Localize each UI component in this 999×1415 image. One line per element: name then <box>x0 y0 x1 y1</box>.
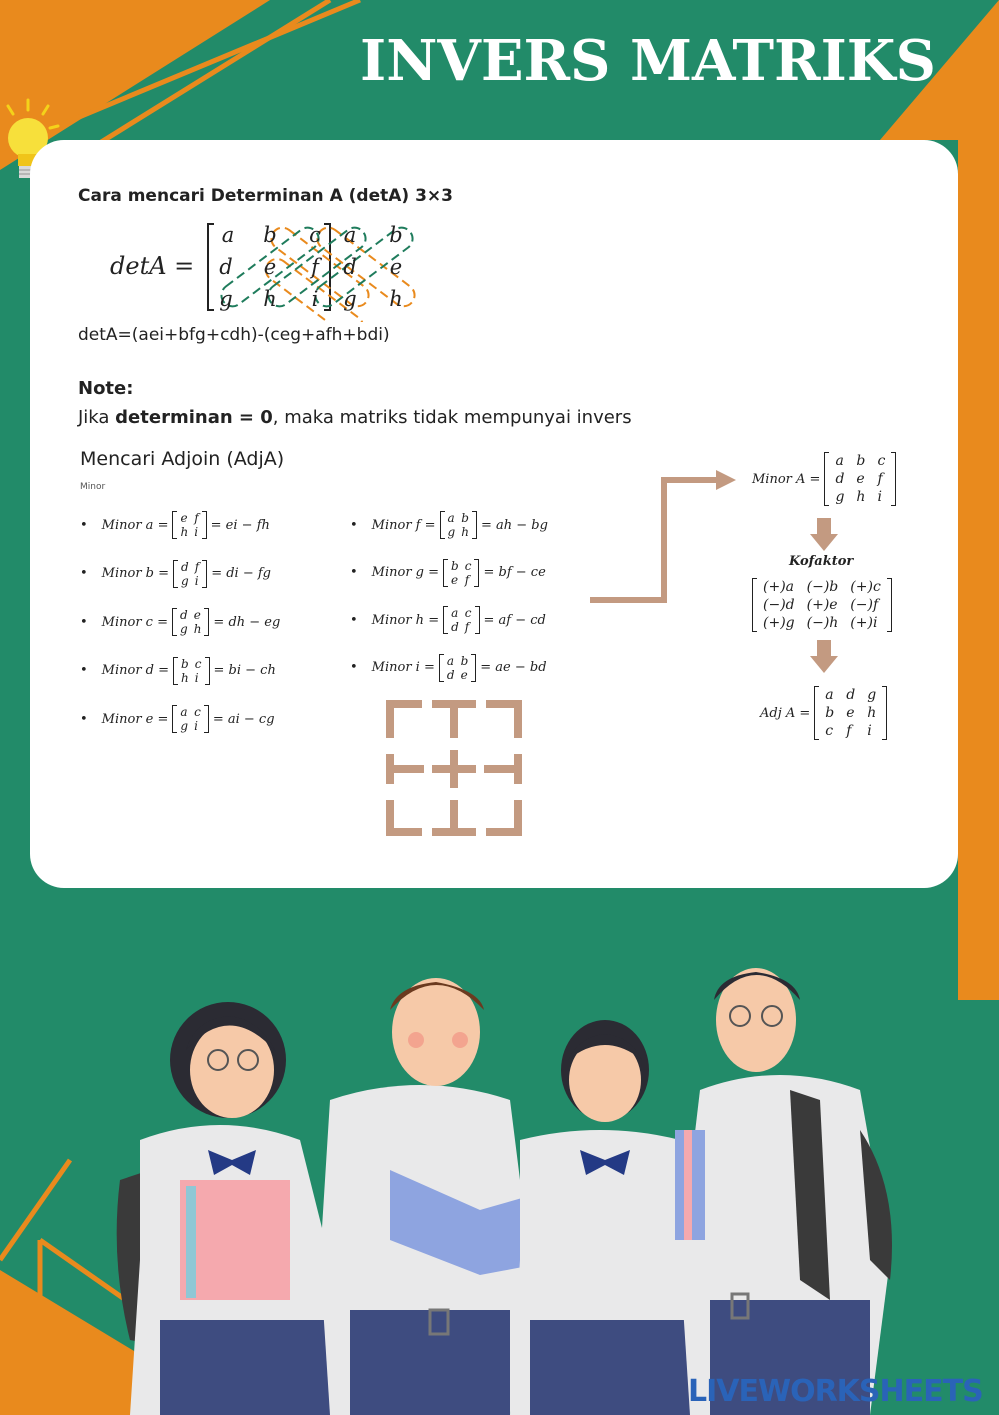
kofaktor-cell: (+)g <box>763 615 795 631</box>
kofaktor-cell: (−)d <box>763 597 795 613</box>
kofaktor-label: Kofaktor <box>789 554 854 569</box>
kofaktor-cell: (−)f <box>850 597 879 613</box>
student-boy-right <box>675 968 892 1415</box>
minor-cell: i <box>194 719 198 733</box>
minor-item <box>80 511 270 539</box>
minor-cell: c <box>464 606 472 620</box>
minor-matrix <box>440 511 477 539</box>
m-i: i <box>311 287 319 311</box>
minor-item <box>80 608 280 636</box>
minor-cell: h <box>180 525 189 539</box>
minor-cell: d <box>451 620 459 634</box>
minor-grid-diagram <box>384 698 526 840</box>
x-b: b <box>389 223 403 247</box>
down-arrow-icon <box>810 518 838 552</box>
adjoin-heading: Mencari Adjoin (AdjA) <box>80 448 285 470</box>
minor-label: Minor e = <box>101 711 169 727</box>
minor-matrix <box>173 560 207 588</box>
minor-a-matrix: Minor A = a b c d e f g h i <box>752 452 896 506</box>
bullet: • <box>350 517 358 533</box>
minor-matrix <box>439 654 476 682</box>
minor-cell: g <box>180 622 188 636</box>
bullet: • <box>80 614 88 630</box>
adj-cell: a <box>825 687 834 703</box>
adj-cell: i <box>867 723 872 739</box>
minor-matrix <box>172 608 209 636</box>
minor-cell: c <box>464 558 472 573</box>
kofaktor-cell: (+)a <box>763 579 795 595</box>
m-d: d <box>219 255 233 279</box>
determinant-heading: Cara mencari Determinan A (detA) 3×3 <box>78 186 453 206</box>
minor-label: Minor g = <box>371 565 440 580</box>
minor-item <box>80 560 271 588</box>
m-g: g <box>219 287 233 311</box>
minorA-cell: c <box>877 453 886 469</box>
minor-cell: e <box>193 608 201 622</box>
adj-cell: h <box>867 705 877 721</box>
minor-result: = bf − ce <box>483 565 546 580</box>
minor-cell: f <box>194 559 200 574</box>
bullet: • <box>80 711 88 727</box>
minor-cell: c <box>194 705 201 719</box>
minor-label: Minor f = <box>371 517 436 533</box>
minor-cell: d <box>180 608 188 622</box>
bullet: • <box>80 663 88 678</box>
minor-matrix <box>172 511 206 539</box>
down-arrow-icon <box>810 640 838 674</box>
minor-item <box>350 511 548 539</box>
minor-result: = ah − bg <box>480 517 548 533</box>
minor-cell: a <box>447 511 455 525</box>
sarrus-diagram <box>200 218 420 322</box>
minor-label: Minor b = <box>101 566 170 581</box>
minor-cell: d <box>446 667 455 682</box>
adj-cell: b <box>825 705 835 721</box>
bullet: • <box>350 660 358 675</box>
minor-cell: e <box>180 511 188 525</box>
adj-cell: g <box>867 687 877 703</box>
minor-cell: h <box>181 670 189 685</box>
minorA-cell: f <box>877 471 883 487</box>
minor-cell: g <box>180 719 189 733</box>
minor-cell: i <box>194 573 199 588</box>
minor-matrix <box>172 705 208 733</box>
flow-arrow-icon <box>588 468 738 608</box>
minor-label: Minor h = <box>371 612 440 628</box>
adj-matrix: Adj A = a d g b e h c f i <box>760 686 887 740</box>
m-h: h <box>263 287 277 311</box>
minorA-cell: d <box>835 471 845 487</box>
minor-item <box>350 559 546 587</box>
minor-cell: f <box>194 511 199 525</box>
minorA-cell: e <box>856 471 865 487</box>
minor-cell: f <box>464 572 470 587</box>
note-text: Jika determinan = 0, maka matriks tidak mempunyai invers <box>78 407 632 428</box>
kofaktor-cell: (−)b <box>806 579 839 595</box>
x-a: a <box>343 223 357 247</box>
bullet: • <box>350 565 358 580</box>
det-lhs: detA = <box>110 252 195 280</box>
m-f: f <box>311 255 319 279</box>
m-e: e <box>263 255 277 279</box>
minorA-cell: h <box>856 489 866 505</box>
minor-cell: a <box>446 653 455 668</box>
minor-result: = bi − ch <box>213 663 276 678</box>
note-label: Note: <box>78 378 134 399</box>
students-illustration <box>100 960 920 1415</box>
adj-cell: e <box>846 705 855 721</box>
x-g: g <box>343 287 357 311</box>
minorA-cell: a <box>835 453 844 469</box>
minor-cell: g <box>181 573 189 588</box>
minor-cell: f <box>464 620 470 634</box>
student-girl-right <box>510 1020 700 1415</box>
minor-cell: e <box>460 667 468 682</box>
bullet: • <box>80 566 88 581</box>
liveworksheets-logo: LIVEWORKSHEETS <box>688 1374 983 1409</box>
minor-cell: a <box>451 606 459 620</box>
minor-label: Minor c = <box>101 614 168 630</box>
minor-cell: b <box>181 656 189 671</box>
kofaktor-cell: (+)i <box>850 615 878 631</box>
minor-item <box>350 606 546 634</box>
minor-result: = ei − fh <box>210 517 270 533</box>
minor-cell: i <box>194 525 199 539</box>
minor-cell: b <box>451 558 459 573</box>
minor-cell: h <box>461 525 469 539</box>
minor-result: = ae − bd <box>480 660 547 675</box>
bullet: • <box>80 517 88 533</box>
m-b: b <box>263 223 277 247</box>
minor-cell: c <box>194 656 202 671</box>
minor-cell: a <box>180 705 188 719</box>
adj-cell: d <box>846 687 856 703</box>
minor-cell: d <box>181 559 189 574</box>
determinant-formula: detA=(aei+bfg+cdh)-(ceg+afh+bdi) <box>78 325 390 345</box>
minor-matrix <box>173 657 209 685</box>
minor-result: = dh − eg <box>213 614 281 630</box>
minor-sublabel: Minor <box>80 482 106 492</box>
minor-cell: b <box>460 653 469 668</box>
minor-item <box>80 657 276 685</box>
minor-cell: h <box>193 622 202 636</box>
adj-cell: c <box>825 723 834 739</box>
student-girl-left <box>117 1002 330 1415</box>
x-d: d <box>343 255 357 279</box>
minor-result: = ai − cg <box>212 711 275 727</box>
kofaktor-cell: (+)c <box>850 579 881 595</box>
minor-item <box>350 654 547 682</box>
minor-result: = di − fg <box>211 566 271 581</box>
kofaktor-matrix <box>752 578 892 632</box>
minor-label: Minor a = <box>101 517 169 533</box>
m-c: c <box>309 223 321 247</box>
minorA-cell: b <box>856 453 866 469</box>
kofaktor-cell: (+)e <box>806 597 838 613</box>
minor-matrix <box>443 559 479 587</box>
minor-cell: g <box>447 525 456 539</box>
x-e: e <box>389 255 403 279</box>
m-a: a <box>221 223 235 247</box>
bullet: • <box>350 612 358 628</box>
x-h: h <box>389 287 403 311</box>
minor-label: Minor i = <box>371 660 435 675</box>
minor-item <box>80 705 275 733</box>
minorA-cell: g <box>835 489 845 505</box>
minor-cell: b <box>461 511 469 525</box>
minor-result: = af − cd <box>483 612 546 628</box>
minor-cell: i <box>194 670 199 685</box>
kofaktor-cell: (−)h <box>806 615 839 631</box>
minor-label: Minor d = <box>101 663 170 678</box>
adj-cell: f <box>846 723 852 739</box>
page-title: INVERS MATRIKS <box>360 28 936 94</box>
minor-matrix <box>443 606 479 634</box>
minor-cell: e <box>451 572 459 587</box>
minorA-cell: i <box>877 489 882 505</box>
